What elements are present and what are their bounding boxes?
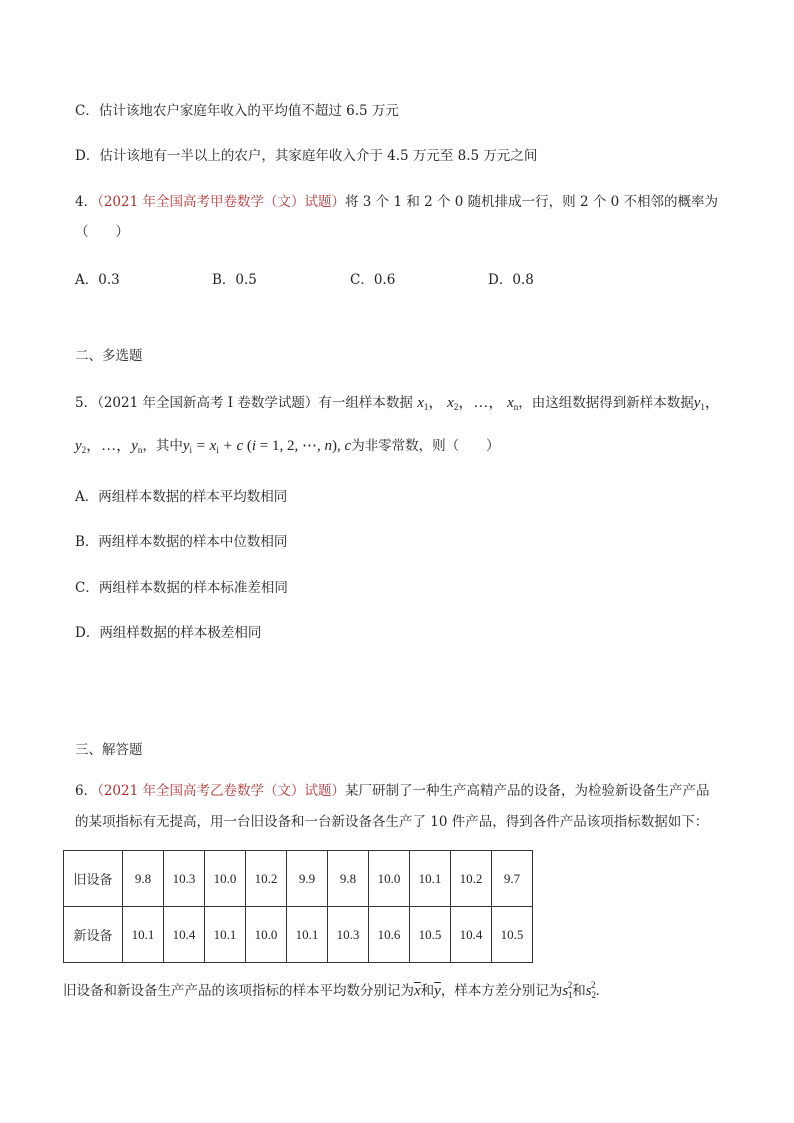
table-row-old [64,851,533,907]
q5-option-d: D．两组样数据的样本极差相同 [75,625,262,641]
table-cell: 9.8 [123,851,164,907]
table-cell: 9.7 [492,851,533,907]
section-heading-multi-choice: 二、多选题 [75,348,143,364]
y-bar-symbol: $\overline{y}$ [434,983,441,999]
q4-option-a: A．0.3 [75,272,120,288]
table-cell: 10.6 [369,907,410,963]
equipment-data-table [63,850,533,963]
s1-squared-symbol: $s_1^2$ [562,980,573,1000]
table-cell: 10.3 [164,851,205,907]
table-cell: 10.1 [123,907,164,963]
q6-stem-line1: 6．（2021 年全国高考乙卷数学（文）试题）某厂研制了一种生产高精产品的设备，为检验新设备生产产品 [75,783,710,799]
q5-stem-line1: 5．（2021 年全国新高考 I 卷数学试题）有一组样本数据 $x_1$， $x_2$，…， $x_n$，由这组数据得到新样本数据$y_1$， [75,395,720,412]
q4-source: （2021 年全国高考甲卷数学（文）试题） [97,194,345,210]
row-label-new: 新设备 [64,907,123,963]
q5-stem-line2: $y_2$，…，$y_n$，其中$y_i = x_i + c$ (i = 1, 2, ⋯, n), c为非零常数，则（ ） [75,438,500,455]
q3-option-d: D．估计该地有一半以上的农户，其家庭年收入介于 4.5 万元至 8.5 万元之间 [75,148,538,164]
q5-option-b: B．两组样本数据的样本中位数相同 [75,534,288,550]
table-cell: 10.1 [205,907,246,963]
table-cell: 10.4 [164,907,205,963]
q4-text: 将 3 个 1 和 2 个 0 随机排成一行，则 2 个 0 不相邻的概率为 [345,194,719,210]
table-cell: 10.2 [246,851,287,907]
q6-number: 6． [75,783,98,799]
table-cell: 10.0 [205,851,246,907]
q5-y-sequence: $y_2$，…，$y_n$ [75,438,143,455]
q5-formula: $y_i = x_i + c$ (i = 1, 2, ⋯, n), c [182,438,352,455]
s2-squared-symbol: $s_2^2$ [585,980,597,1000]
table-row-new [64,907,533,963]
q5-y1: $y_1$， [693,395,720,412]
row-label-old: 旧设备 [64,851,123,907]
section-heading-solution: 三、解答题 [75,742,143,758]
q4-number: 4． [75,194,98,210]
q5-option-c: C．两组样本数据的样本标准差相同 [75,580,288,596]
q4-stem [75,192,718,212]
q4-answer-paren: （ ） [75,224,129,240]
table-cell: 9.8 [328,851,369,907]
table-cell: 10.0 [246,907,287,963]
q4-option-d: D．0.8 [488,272,534,288]
q5-x-sequence: $x_1$， $x_2$，…， $x_n$ [417,395,519,412]
table-cell: 10.4 [451,907,492,963]
table-cell: 10.1 [287,907,328,963]
q3-option-c: C．估计该地农户家庭年收入的平均值不超过 6.5 万元 [75,103,399,119]
table-cell: 9.9 [287,851,328,907]
table-cell: 10.5 [410,907,451,963]
q6-stem-line2: 的某项指标有无提高，用一台旧设备和一台新设备各生产了 10 件产品，得到各件产品该项指标数据如下： [75,814,709,830]
table-cell: 10.2 [451,851,492,907]
table-cell: 10.3 [328,907,369,963]
q6-source: （2021 年全国高考乙卷数学（文）试题） [97,783,345,799]
q5-option-a: A．两组样本数据的样本平均数相同 [75,489,288,505]
q4-option-b: B．0.5 [212,272,257,288]
q4-option-c: C．0.6 [350,272,396,288]
table-cell: 10.1 [410,851,451,907]
table-cell: 10.5 [492,907,533,963]
x-bar-symbol: $\overline{x}$ [414,983,421,999]
table-cell: 10.0 [369,851,410,907]
q6-after-table: 旧设备和新设备生产产品的该项指标的样本平均数分别记为$\overline{x}$和$\overline{y}$，样本方差分别记为$s_1^2$和$s_2^2$． [63,980,610,1000]
